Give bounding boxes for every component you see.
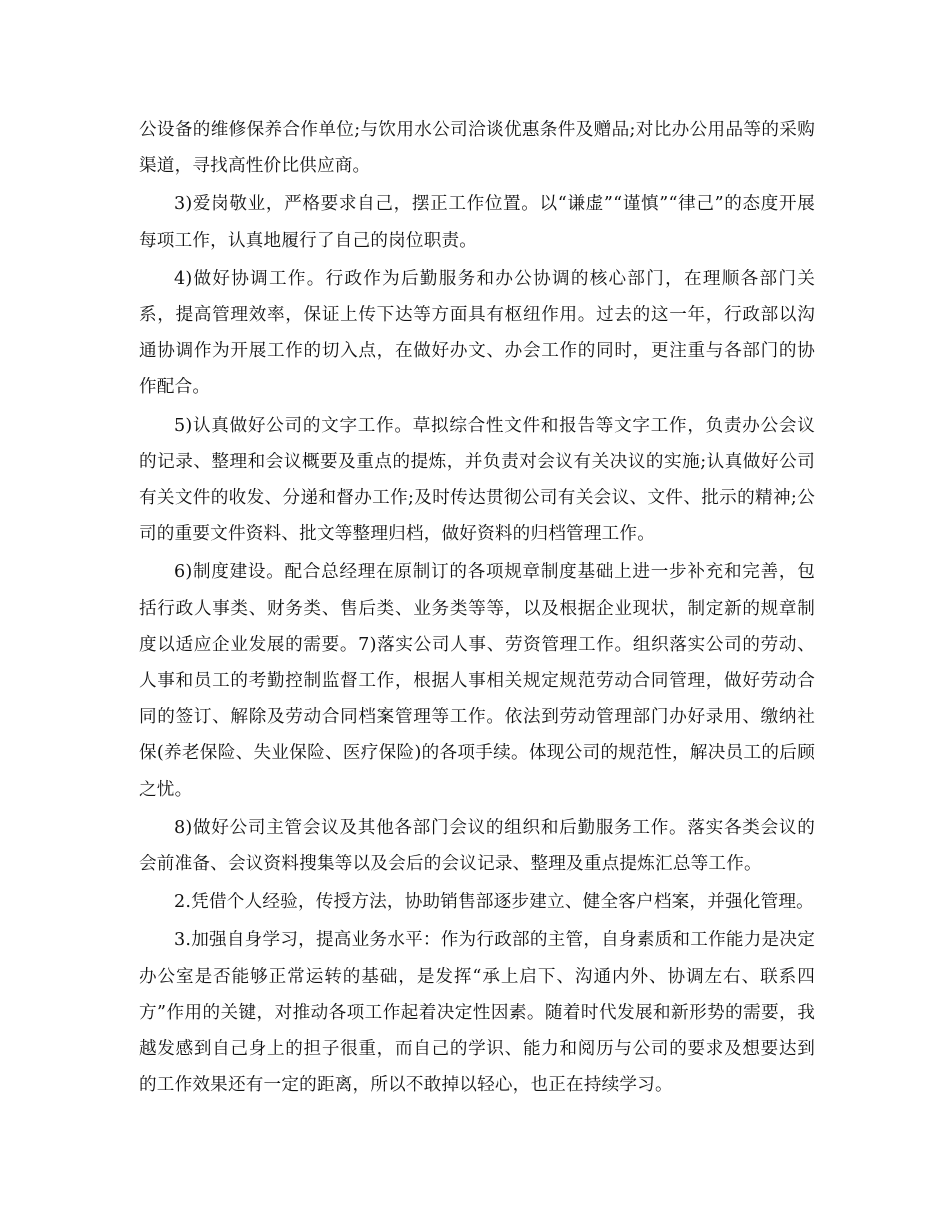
document-body [139,112,815,1105]
paragraph-item-4: 4)做好协调工作。行政作为后勤服务和办公协调的核心部门，在理顺各部门关系，提高管理效率，保证上传下达等方面具有枢纽作用。过去的这一年，行政部以沟通协调作为开展工作的切入点，在做好办文、办会工作的同时，更注重与各部门的协作配合。 [139,268,815,398]
paragraph-continuation: 公设备的维修保养合作单位;与饮用水公司洽谈优惠条件及赠品;对比办公用品等的采购渠道，寻找高性价比供应商。 [139,120,815,177]
paragraph-section-2: 2.凭借个人经验，传授方法，协助销售部逐步建立、健全客户档案，并强化管理。 [174,892,814,913]
paragraph-item-6-7: 6)制度建设。配合总经理在原制订的各项规章制度基础上进一步补充和完善，包括行政人事类、财务类、售后类、业务类等等，以及根据企业现状，制定新的规章制度以适应企业发展的需要。7)落实公司人事、劳资管理工作。组织落实公司的劳动、人事和员工的考勤控制监督工作，根据人事相关规定规范劳动合同管理，做好劳动合同的签订、解除及劳动合同档案管理等工作。依法到劳动管理部门办好录用、缴纳社保(养老保险、失业保险、医疗保险)的各项手续。体现公司的规范性，解决员工的后顾之忧。 [139,562,815,800]
paragraph-item-5: 5)认真做好公司的文字工作。草拟综合性文件和报告等文字工作，负责办公会议的记录、整理和会议概要及重点的提炼，并负责对会议有关决议的实施;认真做好公司有关文件的收发、分递和督办工作;及时传达贯彻公司有关会议、文件、批示的精神;公司的重要文件资料、批文等整理归档，做好资料的归档管理工作。 [139,415,815,545]
paragraph-section-3: 3.加强自身学习，提高业务水平：作为行政部的主管，自身素质和工作能力是决定办公室是否能够正常运转的基础，是发挥“承上启下、沟通内外、协调左右、联系四方”作用的关键，对推动各项工作起着决定性因素。随着时代发展和新形势的需要，我越发感到自己身上的担子很重，而自己的学识、能力和阅历与公司的要求及想要达到的工作效果还有一定的距离，所以不敢掉以轻心，也正在持续学习。 [139,930,815,1096]
paragraph-item-3: 3)爱岗敬业，严格要求自己，摆正工作位置。以“谦虚”“谨慎”“律己”的态度开展每项工作，认真地履行了自己的岗位职责。 [139,194,815,251]
paragraph-item-8: 8)做好公司主管会议及其他各部门会议的组织和后勤服务工作。落实各类会议的会前准备、会议资料搜集等以及会后的会议记录、整理及重点提炼汇总等工作。 [139,817,815,875]
